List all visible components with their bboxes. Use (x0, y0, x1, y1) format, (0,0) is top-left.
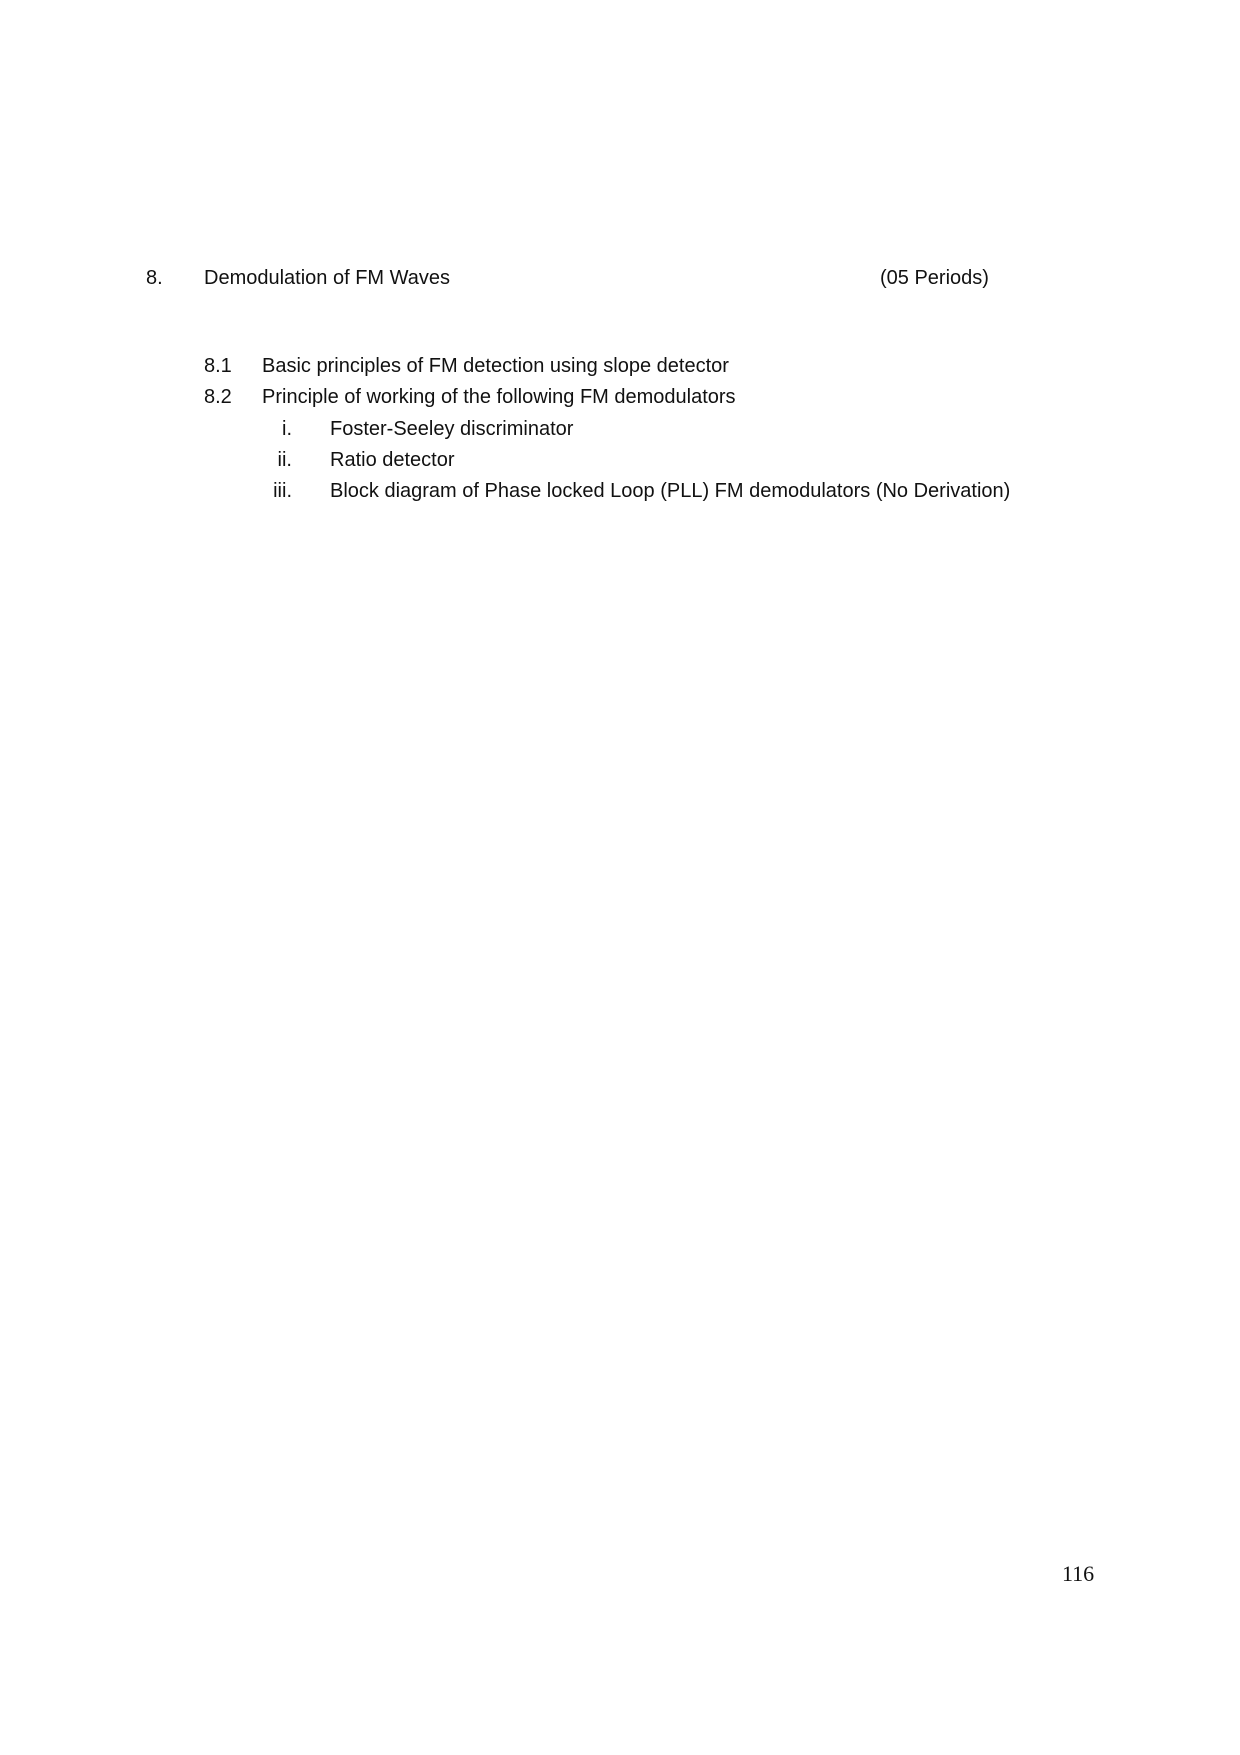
sub-list-item (0, 479, 1240, 503)
sub-item-text: Ratio detector (330, 449, 455, 471)
item-number: 8.1 (204, 355, 232, 377)
section-periods: (05 Periods) (880, 267, 989, 289)
sub-list-item (0, 448, 1240, 472)
page-number: 116 (1062, 1561, 1095, 1586)
section-number: 8. (146, 267, 163, 289)
item-number: 8.2 (204, 386, 232, 408)
sub-list-item (0, 417, 1240, 441)
sub-item-text: Block diagram of Phase locked Loop (PLL) FM demodulators (No Derivation) (330, 480, 1011, 502)
sub-item-numeral: i. (282, 418, 292, 440)
section-heading (0, 266, 1240, 290)
list-item (0, 354, 1240, 378)
sub-item-numeral: iii. (273, 480, 292, 502)
item-text: Basic principles of FM detection using slope detector (262, 355, 729, 377)
list-item (0, 385, 1240, 409)
item-text: Principle of working of the following FM demodulators (262, 386, 736, 408)
sub-item-numeral: ii. (277, 449, 292, 471)
sub-item-text: Foster-Seeley discriminator (330, 418, 574, 440)
section-title: Demodulation of FM Waves (204, 267, 451, 289)
